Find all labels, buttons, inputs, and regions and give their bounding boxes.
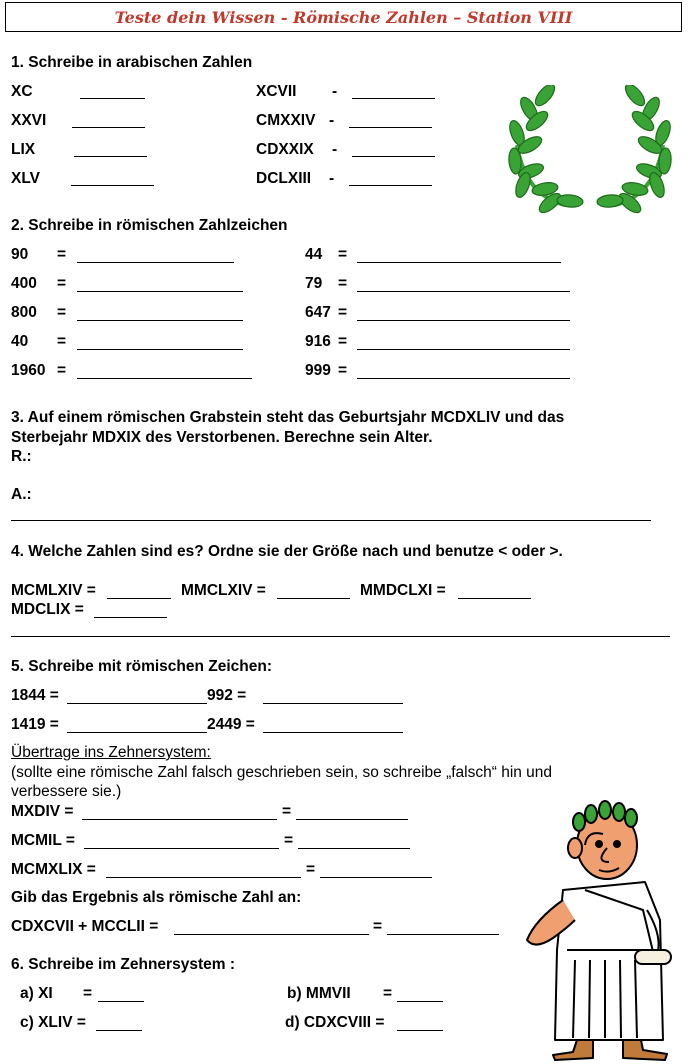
s3-r: R.: [11,448,32,465]
s1-left-0: XC [11,83,33,100]
s5-note2: verbessere sie.) [11,783,122,800]
s5-sum: CDXCVII + MCCLII = [11,918,159,935]
equals: = [83,985,93,1002]
s2-left-0: 90 [11,246,29,263]
equals: = [57,246,67,263]
answer-line[interactable] [77,349,243,350]
answer-line[interactable] [263,703,403,704]
s1-heading: 1. Schreibe in arabischen Zahlen [11,54,253,71]
dash: - [332,141,338,158]
s2-right-0: 44 [305,246,323,263]
answer-line[interactable] [357,291,570,292]
answer-line[interactable] [357,320,570,321]
s4-item-0: MCMLXIV = [11,582,96,599]
laurel-wreath-icon [505,85,675,215]
answer-line[interactable] [74,156,147,157]
equals: = [306,861,316,878]
answer-line[interactable] [277,598,350,599]
s2-left-4: 1960 [11,362,46,379]
s1-left-1: XXVI [11,112,47,129]
equals: = [57,304,67,321]
answer-line[interactable] [80,98,145,99]
answer-line[interactable] [296,819,408,820]
equals: = [57,275,67,292]
s5-result-heading: Gib das Ergebnis als römische Zahl an: [11,889,302,906]
answer-line[interactable] [77,291,243,292]
title-box [5,2,682,32]
s4-item-3: MDCLIX = [11,601,84,618]
s2-heading: 2. Schreibe in römischen Zahlzeichen [11,217,288,234]
equals: = [338,333,348,350]
answer-line[interactable] [107,598,171,599]
s6-item-a: a) XI [20,985,53,1002]
equals: = [282,803,292,820]
answer-line[interactable] [298,848,410,849]
answer-line[interactable] [71,185,154,186]
s1-left-2: LIX [11,141,36,158]
s5-item-1: MCMIL = [11,832,75,849]
s5-transfer-heading: Übertrage ins Zehnersystem: [11,744,211,761]
s1-left-3: XLV [11,170,40,187]
s5-heading: 5. Schreibe mit römischen Zeichen: [11,658,272,675]
answer-line[interactable] [349,127,432,128]
s5-note1: (sollte eine römische Zahl falsch geschrieben sein, so schreibe „falsch“ hin und [11,764,553,781]
s3-line1: 3. Auf einem römischen Grabstein steht das Geburtsjahr MCDXLIV und das [11,409,565,426]
s5-row1-a: 1844 = [11,687,59,704]
answer-line[interactable] [397,1030,443,1031]
s6-item-d: d) CDXCVIII = [285,1014,385,1031]
answer-line[interactable] [11,636,670,637]
equals: = [383,985,393,1002]
answer-line[interactable] [67,732,207,733]
dash: - [329,170,335,187]
answer-line[interactable] [96,1030,142,1031]
equals: = [338,304,348,321]
s6-item-b: b) MMVII [287,985,351,1002]
s4-item-1: MMCLXIV = [181,582,266,599]
s4-heading: 4. Welche Zahlen sind es? Ordne sie der Größe nach und benutze < oder >. [11,543,563,560]
s6-heading: 6. Schreibe im Zehnersystem : [11,956,235,973]
answer-line[interactable] [357,262,561,263]
s2-left-2: 800 [11,304,37,321]
dash: - [329,112,335,129]
equals: = [373,918,383,935]
answer-line[interactable] [84,848,279,849]
dash: - [332,83,338,100]
page-title: Teste dein Wissen - Römische Zahlen – Station VIII [114,8,573,27]
s2-right-4: 999 [305,362,331,379]
answer-line[interactable] [352,98,435,99]
answer-line[interactable] [98,1001,144,1002]
answer-line[interactable] [320,877,432,878]
s5-item-2: MCMXLIX = [11,861,96,878]
equals: = [57,362,67,379]
answer-line[interactable] [458,598,531,599]
answer-line[interactable] [77,378,252,379]
equals: = [338,275,348,292]
s1-right-0: XCVII [256,83,297,100]
s2-right-3: 916 [305,333,331,350]
answer-line[interactable] [397,1001,443,1002]
answer-line[interactable] [106,877,301,878]
answer-line[interactable] [77,262,234,263]
s6-item-c: c) XLIV = [20,1014,86,1031]
s3-a: A.: [11,486,32,503]
answer-line[interactable] [352,156,435,157]
answer-line[interactable] [72,127,145,128]
answer-line[interactable] [387,934,499,935]
s4-item-2: MMDCLXI = [360,582,446,599]
answer-line[interactable] [77,320,243,321]
equals: = [284,832,294,849]
roman-figure-icon [515,800,685,1062]
answer-line[interactable] [174,934,369,935]
s2-left-1: 400 [11,275,37,292]
answer-line[interactable] [263,732,403,733]
s3-line2: Sterbejahr MDXIX des Verstorbenen. Berechne sein Alter. [11,429,433,446]
answer-line[interactable] [82,819,277,820]
answer-line[interactable] [94,617,167,618]
s1-right-2: CDXXIX [256,141,314,158]
s2-right-1: 79 [305,275,323,292]
s5-row2-b: 2449 = [207,716,255,733]
answer-line[interactable] [357,378,570,379]
s5-item-0: MXDIV = [11,803,74,820]
s1-right-1: CMXXIV [256,112,316,129]
equals: = [338,362,348,379]
answer-line[interactable] [11,520,651,521]
s2-left-3: 40 [11,333,29,350]
s1-right-3: DCLXIII [256,170,312,187]
answer-line[interactable] [67,703,207,704]
equals: = [338,246,348,263]
equals: = [57,333,67,350]
s2-right-2: 647 [305,304,331,321]
answer-line[interactable] [357,349,570,350]
s5-row2-a: 1419 = [11,716,59,733]
s5-row1-b: 992 = [207,687,247,704]
answer-line[interactable] [349,185,432,186]
